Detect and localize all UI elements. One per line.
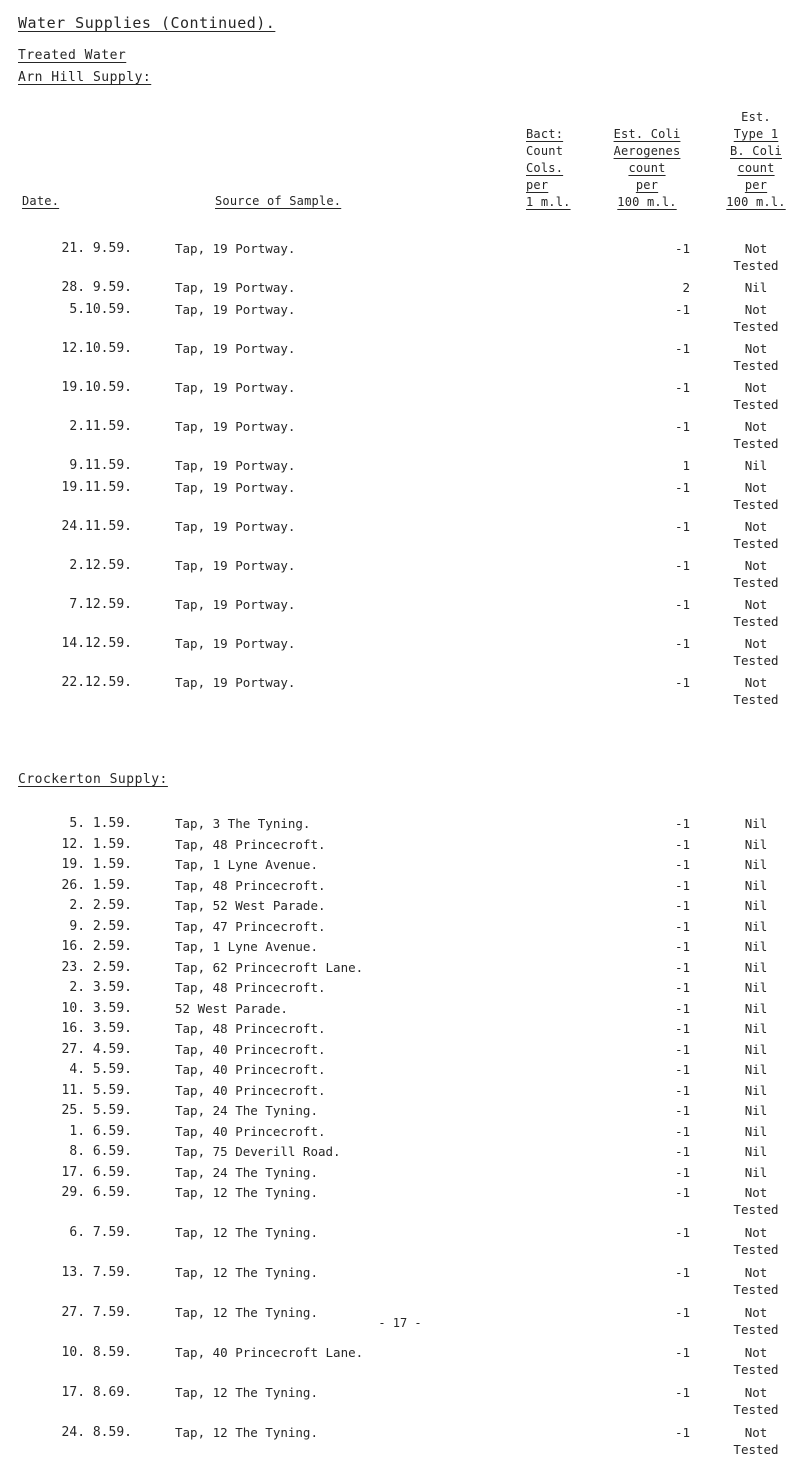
- type1-coli-line: Nil: [744, 959, 768, 975]
- est-coli-count: -1: [674, 836, 690, 852]
- type1-coli-line: Nil: [744, 898, 768, 913]
- type1-coli-line: Tested: [733, 436, 779, 451]
- type1-coli-count: [718, 1020, 794, 1037]
- sample-source: Tap, 3 The Tyning.: [175, 816, 311, 831]
- bact-count-column-header: [526, 126, 588, 211]
- sample-date: 21. 9.59.: [61, 241, 132, 256]
- type1-coli-line: Nil: [744, 458, 768, 473]
- type1-coli-count: [718, 1143, 794, 1160]
- type1-coli-count: [718, 379, 794, 413]
- est-coli-count: -1: [674, 877, 690, 893]
- type1-coli-line: Tested: [733, 1442, 779, 1457]
- sample-date: 11. 5.59.: [61, 1082, 132, 1098]
- table-row: [0, 418, 800, 458]
- sample-source: Tap, 19 Portway.: [175, 380, 296, 395]
- header-line: B. Coli: [730, 144, 782, 158]
- table-row: [0, 1102, 800, 1119]
- sample-date: 2. 2.59.: [69, 898, 132, 913]
- type1-coli-count: [718, 938, 794, 955]
- est-coli-count: -1: [674, 241, 690, 256]
- table-row: [0, 596, 800, 636]
- type1-coli-count: [718, 1424, 794, 1458]
- est-coli-count: -1: [674, 939, 690, 954]
- type1-coli-count: [718, 897, 794, 914]
- est-coli-count: -1: [674, 898, 690, 913]
- type1-coli-column-header: [716, 109, 796, 211]
- table-row: [0, 340, 800, 380]
- sample-source: Tap, 48 Princecroft.: [175, 980, 326, 995]
- sample-date: 9.11.59.: [69, 458, 132, 473]
- sample-date: 13. 7.59.: [61, 1265, 132, 1280]
- est-coli-count: -1: [674, 1123, 690, 1139]
- type1-coli-line: Nil: [744, 939, 768, 954]
- table-row: [0, 674, 800, 714]
- est-coli-count: -1: [674, 1164, 690, 1180]
- header-line: per: [635, 178, 659, 192]
- sample-date: 27. 4.59.: [61, 1041, 132, 1057]
- type1-coli-line: Nil: [744, 918, 768, 934]
- header-line: count: [737, 161, 775, 175]
- est-coli-count: -1: [674, 1305, 690, 1320]
- sample-source: Tap, 19 Portway.: [175, 241, 296, 256]
- table-row: [0, 1164, 800, 1181]
- sample-date: 5. 1.59.: [69, 816, 132, 831]
- type1-coli-line: Tested: [733, 536, 779, 551]
- type1-coli-count: [718, 1224, 794, 1258]
- sample-date: 29. 6.59.: [61, 1185, 132, 1200]
- type1-coli-line: Nil: [744, 836, 768, 852]
- est-coli-count: -1: [674, 675, 690, 690]
- type1-coli-line: Not: [744, 1385, 768, 1400]
- est-coli-count: -1: [674, 419, 690, 434]
- sample-source: Tap, 19 Portway.: [175, 341, 296, 356]
- arn-hill-heading: Arn Hill Supply:: [18, 70, 152, 85]
- type1-coli-line: Tested: [733, 1402, 779, 1417]
- est-coli-count: -1: [674, 341, 690, 356]
- type1-coli-count: [718, 1082, 794, 1099]
- type1-coli-line: Nil: [744, 816, 768, 831]
- sample-date: 1. 6.59.: [69, 1123, 132, 1139]
- table-row: [0, 1082, 800, 1099]
- type1-coli-line: Not: [744, 597, 768, 612]
- type1-coli-count: [718, 1102, 794, 1119]
- type1-coli-count: [718, 1384, 794, 1418]
- type1-coli-count: [718, 856, 794, 873]
- sample-date: 2.11.59.: [69, 419, 132, 434]
- table-row: [0, 877, 800, 894]
- type1-coli-count: [718, 457, 794, 474]
- type1-coli-count: [718, 836, 794, 853]
- est-coli-column-header: [601, 126, 693, 211]
- type1-coli-count: [718, 596, 794, 630]
- sample-source: Tap, 40 Princecroft Lane.: [175, 1345, 364, 1360]
- table-row: [0, 1061, 800, 1078]
- header-line: 1 m.l.: [526, 195, 571, 209]
- table-row: [0, 1123, 800, 1140]
- sample-date: 25. 5.59.: [61, 1103, 132, 1118]
- est-coli-count: -1: [674, 980, 690, 995]
- sample-source: Tap, 19 Portway.: [175, 558, 296, 573]
- est-coli-count: -1: [674, 597, 690, 612]
- header-line: per: [744, 178, 768, 192]
- est-coli-count: -1: [674, 1225, 690, 1240]
- sample-source: Tap, 40 Princecroft.: [175, 1041, 326, 1057]
- type1-coli-line: Nil: [744, 1144, 768, 1159]
- table-row: [0, 856, 800, 873]
- type1-coli-count: [718, 1344, 794, 1378]
- table-row: [0, 1224, 800, 1264]
- sample-source: Tap, 12 The Tyning.: [175, 1265, 318, 1280]
- sample-date: 2. 3.59.: [69, 980, 132, 995]
- type1-coli-line: Tested: [733, 358, 779, 373]
- type1-coli-line: Nil: [744, 1041, 768, 1057]
- sample-source: Tap, 19 Portway.: [175, 675, 296, 690]
- crockerton-heading: Crockerton Supply:: [18, 772, 168, 787]
- type1-coli-line: Not: [744, 1185, 768, 1200]
- sample-source: Tap, 47 Princecroft.: [175, 918, 326, 934]
- est-coli-count: -1: [674, 480, 690, 495]
- type1-coli-line: Nil: [744, 877, 768, 893]
- sample-source: Tap, 12 The Tyning.: [175, 1305, 318, 1320]
- sample-date: 17. 6.59.: [61, 1164, 132, 1180]
- sample-date: 19. 1.59.: [61, 857, 132, 872]
- type1-coli-line: Not: [744, 558, 768, 573]
- type1-coli-line: Tested: [733, 1202, 779, 1217]
- est-coli-count: -1: [674, 1062, 690, 1077]
- est-coli-count: -1: [674, 380, 690, 395]
- table-row: [0, 1344, 800, 1384]
- sample-date: 19.11.59.: [61, 480, 132, 495]
- type1-coli-line: Not: [744, 380, 768, 395]
- type1-coli-count: [718, 518, 794, 552]
- header-line: 100 m.l.: [726, 195, 786, 209]
- est-coli-count: -1: [674, 302, 690, 317]
- type1-coli-count: [718, 959, 794, 976]
- sample-source: Tap, 19 Portway.: [175, 302, 296, 317]
- table-row: [0, 1424, 800, 1464]
- type1-coli-count: [718, 1000, 794, 1017]
- type1-coli-count: [718, 418, 794, 452]
- sample-date: 28. 9.59.: [61, 280, 132, 295]
- type1-coli-line: Nil: [744, 1082, 768, 1098]
- sample-source: Tap, 24 The Tyning.: [175, 1103, 318, 1118]
- table-row: [0, 379, 800, 419]
- type1-coli-count: [718, 1041, 794, 1058]
- table-row: [0, 1000, 800, 1017]
- sample-date: 17. 8.69.: [61, 1385, 132, 1400]
- table-row: [0, 938, 800, 955]
- type1-coli-count: [718, 301, 794, 335]
- type1-coli-line: Nil: [744, 1123, 768, 1139]
- sample-source: Tap, 48 Princecroft.: [175, 836, 326, 852]
- est-coli-count: -1: [674, 857, 690, 872]
- est-coli-count: -1: [674, 1345, 690, 1360]
- type1-coli-line: Not: [744, 341, 768, 356]
- sample-date: 26. 1.59.: [61, 877, 132, 893]
- sample-source: Tap, 12 The Tyning.: [175, 1385, 318, 1400]
- est-coli-count: -1: [674, 959, 690, 975]
- type1-coli-line: Tested: [733, 1282, 779, 1297]
- type1-coli-line: Tested: [733, 397, 779, 412]
- sample-date: 9. 2.59.: [69, 918, 132, 934]
- type1-coli-line: Not: [744, 636, 768, 651]
- type1-coli-count: [718, 479, 794, 513]
- type1-coli-line: Tested: [733, 1242, 779, 1257]
- sample-source: Tap, 52 West Parade.: [175, 898, 326, 913]
- sample-source: Tap, 40 Princecroft.: [175, 1062, 326, 1077]
- header-line: 100 m.l.: [617, 195, 677, 209]
- sample-source: Tap, 19 Portway.: [175, 636, 296, 651]
- sample-source: Tap, 12 The Tyning.: [175, 1425, 318, 1440]
- type1-coli-line: Not: [744, 1265, 768, 1280]
- header-line: Type 1: [733, 127, 779, 141]
- sample-source: Tap, 1 Lyne Avenue.: [175, 939, 318, 954]
- date-column-header: Date.: [22, 194, 60, 208]
- type1-coli-line: Not: [744, 302, 768, 317]
- sample-source: Tap, 40 Princecroft.: [175, 1082, 326, 1098]
- sample-source: 52 West Parade.: [175, 1000, 288, 1016]
- table-row: [0, 301, 800, 341]
- header-line: per: [526, 178, 549, 192]
- sample-date: 24.11.59.: [61, 519, 132, 534]
- table-row: [0, 240, 800, 280]
- table-row: [0, 1143, 800, 1160]
- sample-date: 2.12.59.: [69, 558, 132, 573]
- header-line: Bact:: [526, 127, 564, 141]
- type1-coli-line: Not: [744, 1305, 768, 1320]
- type1-coli-line: Tested: [733, 575, 779, 590]
- sample-date: 16. 2.59.: [61, 939, 132, 954]
- header-line: Count: [526, 144, 564, 158]
- sample-date: 5.10.59.: [69, 302, 132, 317]
- sample-date: 12. 1.59.: [61, 836, 132, 852]
- est-coli-count: -1: [674, 519, 690, 534]
- table-row: [0, 457, 800, 474]
- est-coli-count: 1: [682, 458, 690, 473]
- est-coli-count: -1: [674, 816, 690, 831]
- table-row: [0, 557, 800, 597]
- est-coli-count: -1: [674, 1082, 690, 1098]
- sample-date: 19.10.59.: [61, 380, 132, 395]
- type1-coli-count: [718, 918, 794, 935]
- header-line: Aerogenes: [613, 144, 681, 158]
- type1-coli-count: [718, 877, 794, 894]
- type1-coli-line: Tested: [733, 1362, 779, 1377]
- table-row: [0, 518, 800, 558]
- type1-coli-count: [718, 557, 794, 591]
- est-coli-count: -1: [674, 1385, 690, 1400]
- sample-date: 23. 2.59.: [61, 959, 132, 975]
- title-text: Water Supplies (Continued).: [18, 14, 276, 32]
- table-row: [0, 979, 800, 996]
- type1-coli-line: Nil: [744, 1000, 768, 1016]
- type1-coli-line: Tested: [733, 653, 779, 668]
- est-coli-count: -1: [674, 1103, 690, 1118]
- header-line: Est.: [741, 110, 771, 124]
- type1-coli-count: [718, 1164, 794, 1181]
- sample-date: 12.10.59.: [61, 341, 132, 356]
- sample-date: 7.12.59.: [69, 597, 132, 612]
- sample-source: Tap, 1 Lyne Avenue.: [175, 857, 318, 872]
- type1-coli-line: Nil: [744, 980, 768, 995]
- type1-coli-line: Nil: [744, 280, 768, 295]
- sample-source: Tap, 19 Portway.: [175, 597, 296, 612]
- sample-date: 10. 3.59.: [61, 1000, 132, 1016]
- est-coli-count: -1: [674, 1144, 690, 1159]
- sample-date: 6. 7.59.: [69, 1225, 132, 1240]
- type1-coli-count: [718, 240, 794, 274]
- type1-coli-line: Not: [744, 1345, 768, 1360]
- type1-coli-count: [718, 979, 794, 996]
- table-row: [0, 479, 800, 519]
- sample-date: 8. 6.59.: [69, 1144, 132, 1159]
- type1-coli-count: [718, 340, 794, 374]
- header-line: count: [628, 161, 666, 175]
- sample-date: 27. 7.59.: [61, 1305, 132, 1320]
- type1-coli-line: Nil: [744, 1103, 768, 1118]
- type1-coli-count: [718, 279, 794, 296]
- type1-coli-line: Nil: [744, 857, 768, 872]
- sample-source: Tap, 19 Portway.: [175, 280, 296, 295]
- table-row: [0, 836, 800, 853]
- sample-source: Tap, 12 The Tyning.: [175, 1225, 318, 1240]
- type1-coli-line: Not: [744, 480, 768, 495]
- type1-coli-line: Not: [744, 675, 768, 690]
- table-row: [0, 897, 800, 914]
- sample-source: Tap, 40 Princecroft.: [175, 1123, 326, 1139]
- table-row: [0, 1264, 800, 1304]
- sample-date: 16. 3.59.: [61, 1021, 132, 1036]
- sample-source: Tap, 48 Princecroft.: [175, 877, 326, 893]
- type1-coli-count: [718, 1264, 794, 1298]
- sample-source: Tap, 24 The Tyning.: [175, 1164, 318, 1180]
- type1-coli-line: Tested: [733, 497, 779, 512]
- table-row: [0, 1384, 800, 1424]
- type1-coli-line: Nil: [744, 1062, 768, 1077]
- type1-coli-line: Not: [744, 241, 768, 256]
- est-coli-count: -1: [674, 1021, 690, 1036]
- est-coli-count: -1: [674, 1000, 690, 1016]
- est-coli-count: -1: [674, 636, 690, 651]
- sample-source: Tap, 19 Portway.: [175, 519, 296, 534]
- table-row: [0, 279, 800, 296]
- treated-water-heading: Treated Water: [18, 48, 127, 63]
- sample-source: Tap, 48 Princecroft.: [175, 1021, 326, 1036]
- est-coli-count: -1: [674, 1265, 690, 1280]
- type1-coli-line: Tested: [733, 258, 779, 273]
- table-row: [0, 1041, 800, 1058]
- source-column-header: Source of Sample.: [215, 194, 342, 208]
- table-row: [0, 815, 800, 832]
- table-row: [0, 635, 800, 675]
- type1-coli-line: Not: [744, 1425, 768, 1440]
- table-row: [0, 1184, 800, 1224]
- sample-source: Tap, 19 Portway.: [175, 458, 296, 473]
- est-coli-count: -1: [674, 1185, 690, 1200]
- type1-coli-line: Not: [744, 519, 768, 534]
- sample-source: Tap, 62 Princecroft Lane.: [175, 959, 364, 975]
- header-line: Est. Coli: [613, 127, 681, 141]
- est-coli-count: -1: [674, 1425, 690, 1440]
- sample-source: Tap, 75 Deverill Road.: [175, 1144, 341, 1159]
- sample-date: 10. 8.59.: [61, 1345, 132, 1360]
- type1-coli-line: Tested: [733, 614, 779, 629]
- type1-coli-line: Tested: [733, 1322, 779, 1337]
- page-number: - 17 -: [378, 1316, 422, 1330]
- page-title: [18, 14, 275, 32]
- sample-date: 22.12.59.: [61, 675, 132, 690]
- est-coli-count: -1: [674, 1041, 690, 1057]
- table-row: [0, 918, 800, 935]
- sample-date: 24. 8.59.: [61, 1425, 132, 1440]
- type1-coli-line: Tested: [733, 319, 779, 334]
- type1-coli-count: [718, 1123, 794, 1140]
- type1-coli-line: Tested: [733, 692, 779, 707]
- type1-coli-count: [718, 815, 794, 832]
- est-coli-count: 2: [682, 280, 690, 295]
- type1-coli-count: [718, 635, 794, 669]
- sample-source: Tap, 12 The Tyning.: [175, 1185, 318, 1200]
- est-coli-count: -1: [674, 918, 690, 934]
- type1-coli-line: Not: [744, 419, 768, 434]
- sample-date: 4. 5.59.: [69, 1062, 132, 1077]
- sample-source: Tap, 19 Portway.: [175, 419, 296, 434]
- type1-coli-line: Nil: [744, 1164, 768, 1180]
- sample-date: 14.12.59.: [61, 636, 132, 651]
- type1-coli-count: [718, 674, 794, 708]
- est-coli-count: -1: [674, 558, 690, 573]
- sample-source: Tap, 19 Portway.: [175, 480, 296, 495]
- type1-coli-line: Nil: [744, 1021, 768, 1036]
- table-row: [0, 959, 800, 976]
- type1-coli-count: [718, 1184, 794, 1218]
- table-row: [0, 1020, 800, 1037]
- header-line: Cols.: [526, 161, 564, 175]
- type1-coli-line: Not: [744, 1225, 768, 1240]
- type1-coli-count: [718, 1061, 794, 1078]
